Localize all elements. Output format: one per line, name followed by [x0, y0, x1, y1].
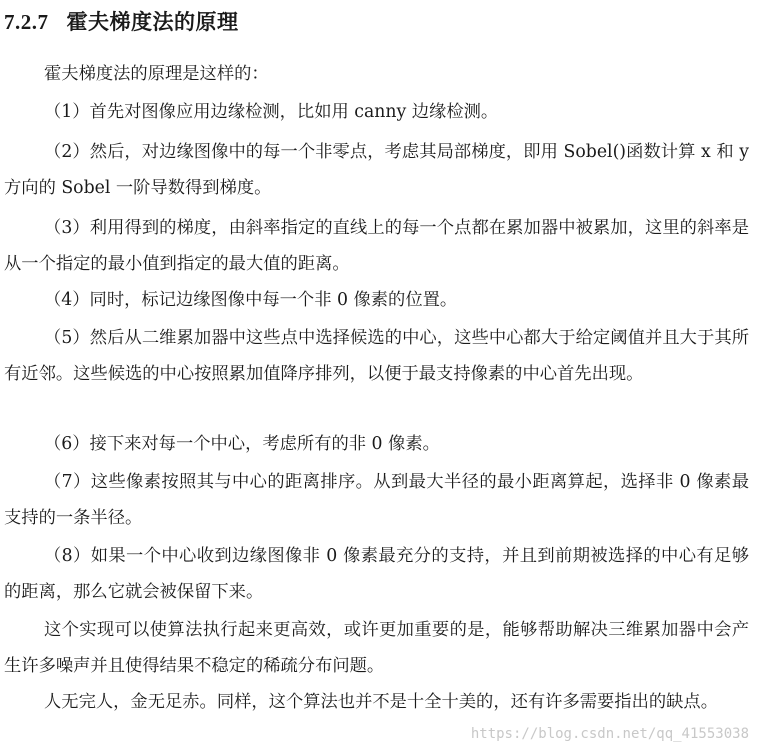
section-title: 霍夫梯度法的原理 [66, 9, 239, 34]
watermark-url: https://blog.csdn.net/qq_41553038 [470, 726, 749, 742]
paragraph-step-5: （5）然后从二维累加器中这些点中选择候选的中心，这些中心都大于给定阈值并且大于其所有近邻。这些候选的中心按照累加值降序排列，以便于最支持像素的中心首先出现。 [4, 328, 749, 384]
section-number: 7.2.7 [4, 10, 49, 34]
paragraph-step-4: （4）同时，标记边缘图像中每一个非 0 像素的位置。 [44, 290, 458, 310]
paragraph-step-1: （1）首先对图像应用边缘检测，比如用 canny 边缘检测。 [44, 102, 499, 122]
paragraph-step-8: （8）如果一个中心收到边缘图像非 0 像素最充分的支持，并且到前期被选择的中心有足够的距离，那么它就会被保留下来。 [4, 546, 749, 602]
paragraph-intro: 霍夫梯度法的原理是这样的： [44, 64, 269, 84]
paragraph-summary: 这个实现可以使算法执行起来更高效，或许更加重要的是，能够帮助解决三维累加器中会产生许多噪声并且使得结果不稳定的稀疏分布问题。 [4, 620, 749, 676]
paragraph-step-6: （6）接下来对每一个中心，考虑所有的非 0 像素。 [44, 434, 440, 454]
paragraph-step-7: （7）这些像素按照其与中心的距离排序。从到最大半径的最小距离算起，选择非 0 像素最支持的一条半径。 [4, 472, 749, 528]
paragraph-step-2: （2）然后，对边缘图像中的每一个非零点，考虑其局部梯度，即用 Sobel()函数计算 x 和 y 方向的 Sobel 一阶导数得到梯度。 [4, 142, 749, 198]
paragraph-step-3: （3）利用得到的梯度，由斜率指定的直线上的每一个点都在累加器中被累加，这里的斜率是从一个指定的最小值到指定的最大值的距离。 [4, 218, 749, 274]
paragraph-closing: 人无完人，金无足赤。同样，这个算法也并不是十全十美的，还有许多需要指出的缺点。 [44, 692, 718, 712]
section-heading [4, 6, 239, 36]
